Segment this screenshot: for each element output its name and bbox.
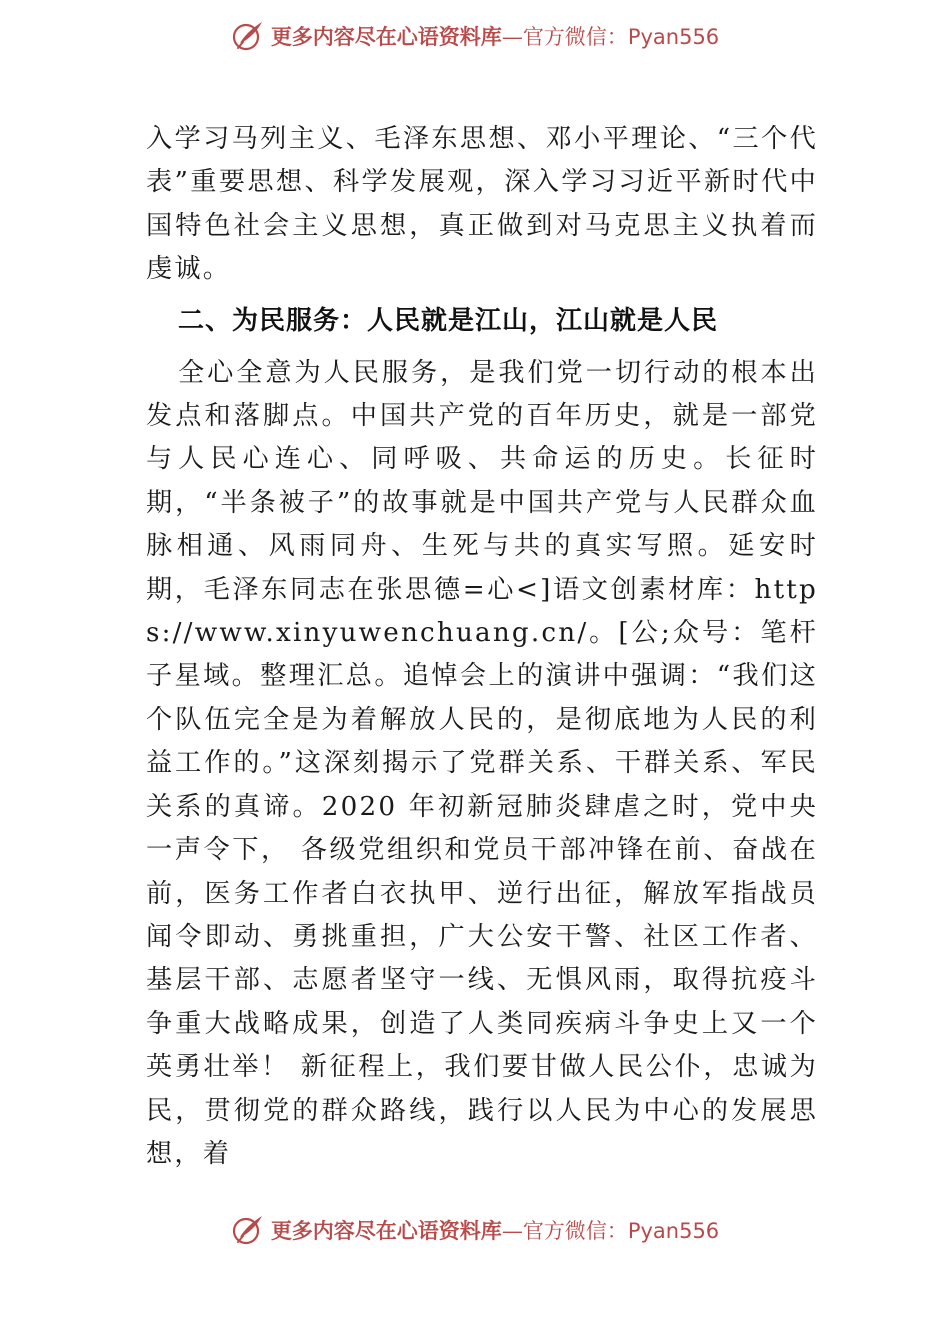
banner-text <box>271 1215 719 1245</box>
banner-separator: — <box>501 1219 523 1243</box>
banner-text <box>271 21 719 51</box>
section-heading: 二、为民服务：人民就是江山，江山就是人民 <box>178 305 719 336</box>
quill-feather-icon <box>231 1213 265 1247</box>
banner-separator: — <box>501 25 523 49</box>
banner-contact-label: 官方微信： <box>522 25 628 49</box>
paragraph-continued: 入学习马列主义、毛泽东思想、邓小平理论、“三个代表”重要思想、科学发展观，深入学习习近平新时代中国特色社会主义思想，真正做到对马克思主义执着而虔诚。 <box>146 124 818 285</box>
banner-title: 更多内容尽在心语资料库 <box>270 24 502 49</box>
header-banner <box>0 16 950 56</box>
banner-contact-label: 官方微信： <box>522 1219 628 1243</box>
banner-contact-id: Pyan556 <box>627 1219 720 1243</box>
document-body <box>146 118 818 1176</box>
paragraph-body: 全心全意为人民服务，是我们党一切行动的根本出发点和落脚点。中国共产党的百年历史，就是一部党与人民心连心、同呼吸、共命运的历史。长征时期，“半条被子”的故事就是中国共产党与人民群众血脉相通、风雨同舟、生死与共的真实写照。延安时期，毛泽东同志在张思德=心<]语文创素材库：https://www.xinyuwenchuang.cn/。[公;众号：笔杆子星域。整理汇总。追悼会上的演讲中强调：“我们这个队伍完全是为着解放人民的，是彻底地为人民的利益工作的。”这深刻揭示了党群关系、干群关系、军民关系的真谛。2020 年初新冠肺炎肆虐之时，党中央一声令下， 各级党组织和党员干部冲锋在前、奋战在前，医务工作者白衣执甲、逆行出征，解放军指战员闻令即动、勇挑重担，广大公安干警、社区工作者、基层干部、志愿者坚守一线、无惧风雨，取得抗疫斗争重大战略成果，创造了人类同疾病斗争史上又一个英勇壮举！ 新征程上，我们要甘做人民公仆，忠诚为民，贯彻党的群众路线，践行以人民为中心的发展思想，着 <box>146 357 818 1169</box>
quill-feather-icon <box>231 19 265 53</box>
banner-title: 更多内容尽在心语资料库 <box>270 1218 502 1243</box>
footer-banner <box>0 1210 950 1250</box>
banner-contact-id: Pyan556 <box>627 25 720 49</box>
